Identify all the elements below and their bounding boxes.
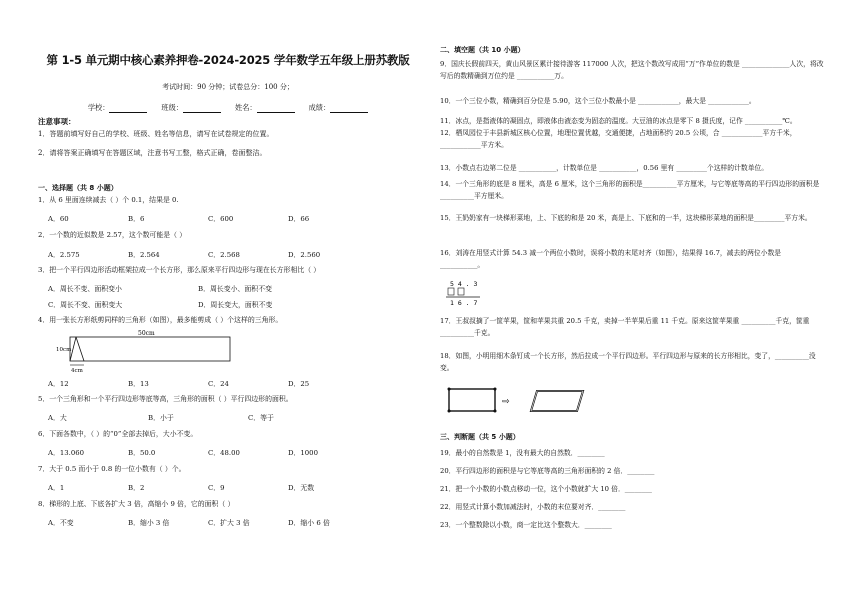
option[interactable]: D．66 bbox=[288, 215, 310, 223]
section-title-judge: 三、判断题（共 5 小题） bbox=[440, 433, 520, 441]
options-2 bbox=[48, 249, 368, 259]
question-23: 23．一个整数除以小数，商一定比这个整数大．________ bbox=[440, 521, 612, 529]
option[interactable]: C．周长不变、面积变大 bbox=[48, 301, 123, 309]
question-3: 3．把一个平行四边形活动框架拉成一个长方形，那么原来平行四边形与现在长方形相比（ ） bbox=[38, 266, 321, 274]
option[interactable]: B．2.564 bbox=[128, 251, 160, 259]
options-6 bbox=[48, 447, 368, 457]
option[interactable]: A．1 bbox=[48, 484, 65, 492]
options-8 bbox=[48, 517, 368, 527]
exam-title: 第 1-5 单元期中核心素养押卷-2024-2025 学年数学五年级上册苏教版 bbox=[46, 53, 410, 67]
options-4 bbox=[48, 378, 368, 388]
option[interactable]: B．13 bbox=[128, 380, 149, 388]
question-9: 9．国庆长假前四天，黄山风景区累计接待游客 117000 人次，把这个数改写成用“万”作单位的数是 ______________人次，将改写后的数精确到万位约是 ___________万。 bbox=[440, 60, 824, 80]
student-info-row bbox=[38, 103, 418, 113]
section-title-fill: 二、填空题（共 10 小题） bbox=[440, 46, 525, 54]
option[interactable]: D．缩小 6 倍 bbox=[288, 519, 330, 527]
class-field[interactable]: 班级： bbox=[161, 103, 221, 113]
label-10cm: 10cm bbox=[56, 347, 72, 353]
option[interactable]: B．6 bbox=[128, 215, 145, 223]
rectangle-paper-figure bbox=[56, 328, 236, 372]
question-6: 6．下面各数中，（ ）的“0”全部去掉后，大小不变。 bbox=[38, 430, 198, 438]
option[interactable]: B．周长变小、面积不变 bbox=[198, 285, 272, 293]
question-1: 1．从 6 里面连续减去（ ）个 0.1，结果是 0. bbox=[38, 196, 179, 204]
question-2: 2．一个数的近似数是 2.57，这个数可能是（ ） bbox=[38, 231, 187, 239]
question-14: 14．一个三角形的底是 8 厘米，高是 6 厘米，这个三角形的面积是__________平方厘米，与它等底等高的平行四边形的面积是__________平方厘米。 bbox=[440, 180, 820, 200]
options-7 bbox=[48, 482, 368, 492]
option[interactable]: D．无数 bbox=[288, 484, 315, 492]
name-field[interactable]: 姓名： bbox=[235, 103, 295, 113]
exam-time: 考试时间：90 分钟；试卷总分：100 分； bbox=[162, 83, 294, 91]
question-4: 4．用一张长方形纸剪同样的三角形（如图），最多能剪成（ ）个这样的三角形。 bbox=[38, 316, 283, 324]
option[interactable]: A．60 bbox=[48, 215, 69, 223]
option[interactable]: D．25 bbox=[288, 380, 310, 388]
note-item: 1．答题前填写好自己的学校、班级、姓名等信息，请写在试卷规定的位置。 bbox=[38, 130, 274, 138]
option[interactable]: B．小于 bbox=[148, 414, 174, 422]
difference: 1 6 . 7 bbox=[450, 299, 478, 306]
label-50cm: 50cm bbox=[138, 330, 155, 337]
option[interactable]: A．不变 bbox=[48, 519, 74, 527]
question-19: 19．最小的自然数是 1，没有最大的自然数．________ bbox=[440, 449, 605, 457]
question-16: 16．刘涛在用竖式计算 54.3 减一个两位小数时，误将小数的末尾对齐（如图），结果得 16.7，减去的两位小数是 ___________。 bbox=[440, 249, 782, 269]
option[interactable]: C．等于 bbox=[248, 414, 274, 422]
option[interactable]: B．缩小 3 倍 bbox=[128, 519, 170, 527]
question-7: 7．大于 0.5 而小于 0.8 的一位小数有（ ）个。 bbox=[38, 465, 186, 473]
minuend: 5 4 . 3 bbox=[450, 280, 478, 288]
options-3b bbox=[48, 299, 348, 309]
option[interactable]: A．2.575 bbox=[48, 251, 80, 259]
question-12: 12．栖凤园位于丰县新城区核心位置，地理位置优越，交通便捷，占地面积约 20.5 公顷，合 ____________平方千米，____________平方米。 bbox=[440, 129, 797, 149]
option[interactable]: C．24 bbox=[208, 380, 229, 388]
option[interactable]: D．周长变大，面积不变 bbox=[198, 301, 273, 309]
options-5 bbox=[48, 412, 348, 422]
note-item: 2．请将答案正确填写在答题区域，注意书写工整，格式正确，卷面整洁。 bbox=[38, 149, 267, 157]
arrow-right-icon: ⇨ bbox=[502, 397, 510, 407]
option[interactable]: A．周长不变、面积变小 bbox=[48, 285, 122, 293]
question-18: 18．如图，小明用细木条钉成一个长方形，然后拉成一个平行四边形。平行四边形与原来的长方形相比，变了，__________没变。 bbox=[440, 352, 816, 372]
question-11: 11．冰点，是指液体的凝固点，即液体由液态变为固态的温度。大豆油的冰点是零下 8 摄氏度，记作 ___________℃。 bbox=[440, 117, 797, 125]
option[interactable]: C．9 bbox=[208, 484, 225, 492]
options-3a bbox=[48, 283, 348, 293]
question-5: 5．一个三角形和一个平行四边形等底等高，三角形的面积（ ）平行四边形的面积。 bbox=[38, 395, 293, 403]
notes-title: 注意事项： bbox=[38, 117, 76, 126]
option[interactable]: B．50.0 bbox=[128, 449, 156, 457]
question-22: 22．用竖式计算小数加减法时，小数的末位要对齐．________ bbox=[440, 503, 626, 511]
option[interactable]: A．13.060 bbox=[48, 449, 84, 457]
option[interactable]: A．12 bbox=[48, 380, 69, 388]
question-15: 15．王奶奶家有一块梯形菜地，上、下底的和是 20 米，高是上、下底和的一半，这块梯形菜地的面积是_________平方米。 bbox=[440, 214, 812, 222]
options-1 bbox=[48, 213, 368, 223]
option[interactable]: C．600 bbox=[208, 215, 234, 223]
option[interactable]: C．48.00 bbox=[208, 449, 240, 457]
question-21: 21．把一个小数的小数点移动一位，这个小数就扩大 10 倍．________ bbox=[440, 485, 652, 493]
question-8: 8．梯形的上底、下底各扩大 3 倍，高缩小 9 倍，它的面积（ ） bbox=[38, 500, 235, 508]
school-field[interactable]: 学校： bbox=[88, 103, 148, 113]
question-20: 20．平行四边形的面积是与它等底等高的三角形面积的 2 倍．________ bbox=[440, 467, 655, 475]
option[interactable]: D．1000 bbox=[288, 449, 318, 457]
section-title-choice: 一、选择题（共 8 小题） bbox=[38, 184, 118, 192]
question-13: 13．小数点右边第二位是 ___________，计数单位是 ___________，0.56 里有 _________个这样的计数单位。 bbox=[440, 164, 769, 172]
option[interactable]: C．2.568 bbox=[208, 251, 240, 259]
question-17: 17．王叔叔摘了一筐苹果，筐和苹果共重 20.5 千克，卖掉一半苹果后重 11 千克。原来这筐苹果重 __________千克，筐重 __________千克。 bbox=[440, 317, 810, 337]
label-4cm: 4cm bbox=[71, 368, 83, 372]
score-field[interactable]: 成绩： bbox=[309, 103, 369, 113]
rectangle-to-parallelogram-figure bbox=[446, 386, 586, 416]
option[interactable]: A．大 bbox=[48, 414, 67, 422]
option[interactable]: B．2 bbox=[128, 484, 145, 492]
option[interactable]: D．2.560 bbox=[288, 251, 321, 259]
question-10: 10．一个三位小数，精确到百分位是 5.90，这个三位小数最小是 ____________，最大是 ____________。 bbox=[440, 97, 756, 105]
subtraction-figure bbox=[446, 278, 486, 306]
option[interactable]: C．扩大 3 倍 bbox=[208, 519, 250, 527]
